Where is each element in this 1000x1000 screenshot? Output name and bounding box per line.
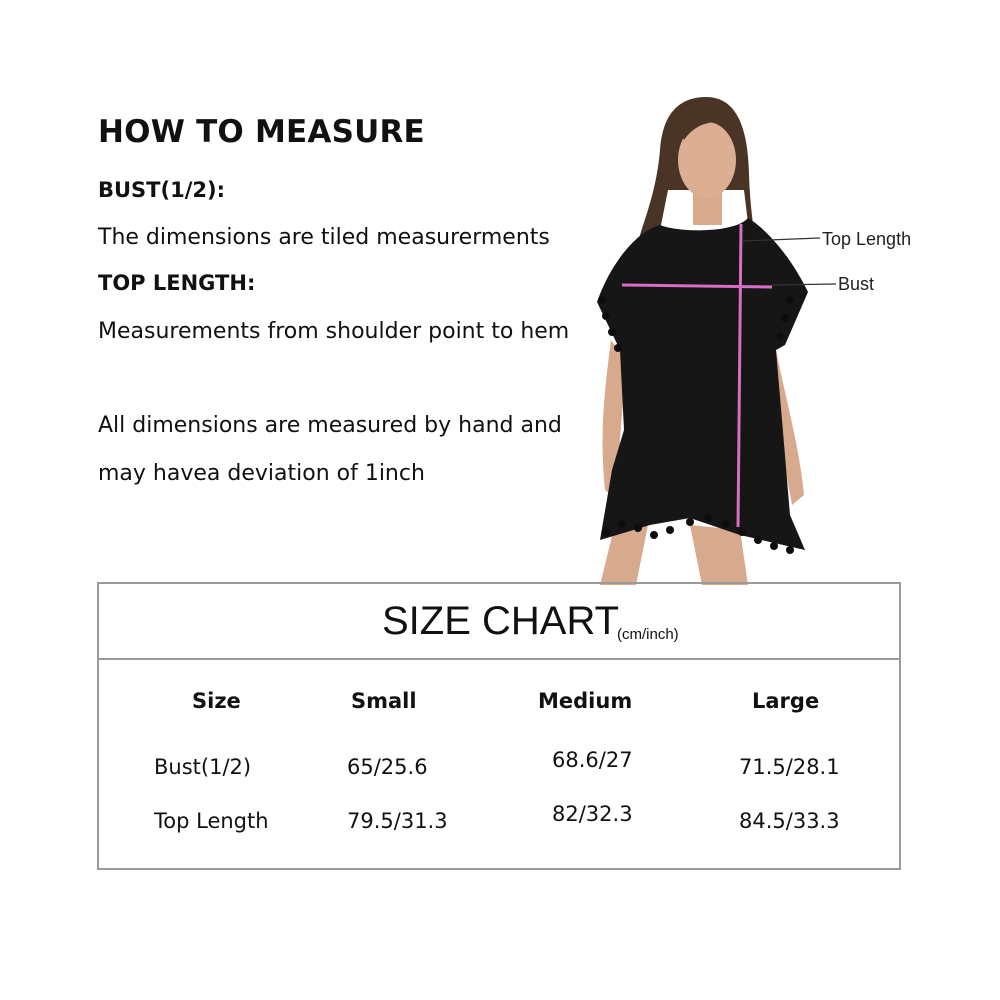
how-to-measure-title: HOW TO MEASURE (98, 114, 425, 150)
top-length-heading: TOP LENGTH: (98, 271, 256, 295)
row-label-bust: Bust(1/2) (154, 755, 252, 779)
bust-description: The dimensions are tiled measurerments (98, 225, 550, 250)
col-header-large: Large (752, 689, 820, 713)
col-header-small: Small (351, 689, 417, 713)
cell-top-length-large: 84.5/33.3 (739, 809, 840, 833)
col-header-medium: Medium (538, 689, 633, 713)
col-header-size: Size (192, 689, 241, 713)
deviation-note-line1: All dimensions are measured by hand and (98, 413, 562, 438)
cell-top-length-medium: 82/32.3 (552, 802, 633, 826)
bust-measure-line (622, 285, 772, 287)
size-chart-unit: (cm/inch) (617, 626, 679, 643)
size-chart-header (99, 584, 899, 660)
garment (597, 218, 808, 550)
cell-top-length-small: 79.5/31.3 (347, 809, 448, 833)
deviation-note-line2: may havea deviation of 1inch (98, 461, 425, 486)
top-length-label: Top Length (822, 229, 912, 249)
size-chart (97, 582, 901, 870)
row-label-top-length: Top Length (154, 809, 269, 833)
cell-bust-large: 71.5/28.1 (739, 755, 840, 779)
size-chart-title: SIZE CHART (382, 599, 620, 643)
bust-label: Bust (838, 274, 875, 294)
cell-bust-small: 65/25.6 (347, 755, 428, 779)
cell-bust-medium: 68.6/27 (552, 748, 633, 772)
bust-heading: BUST(1/2): (98, 178, 225, 202)
top-length-description: Measurements from shoulder point to hem (98, 319, 570, 344)
model-figure (585, 90, 930, 585)
